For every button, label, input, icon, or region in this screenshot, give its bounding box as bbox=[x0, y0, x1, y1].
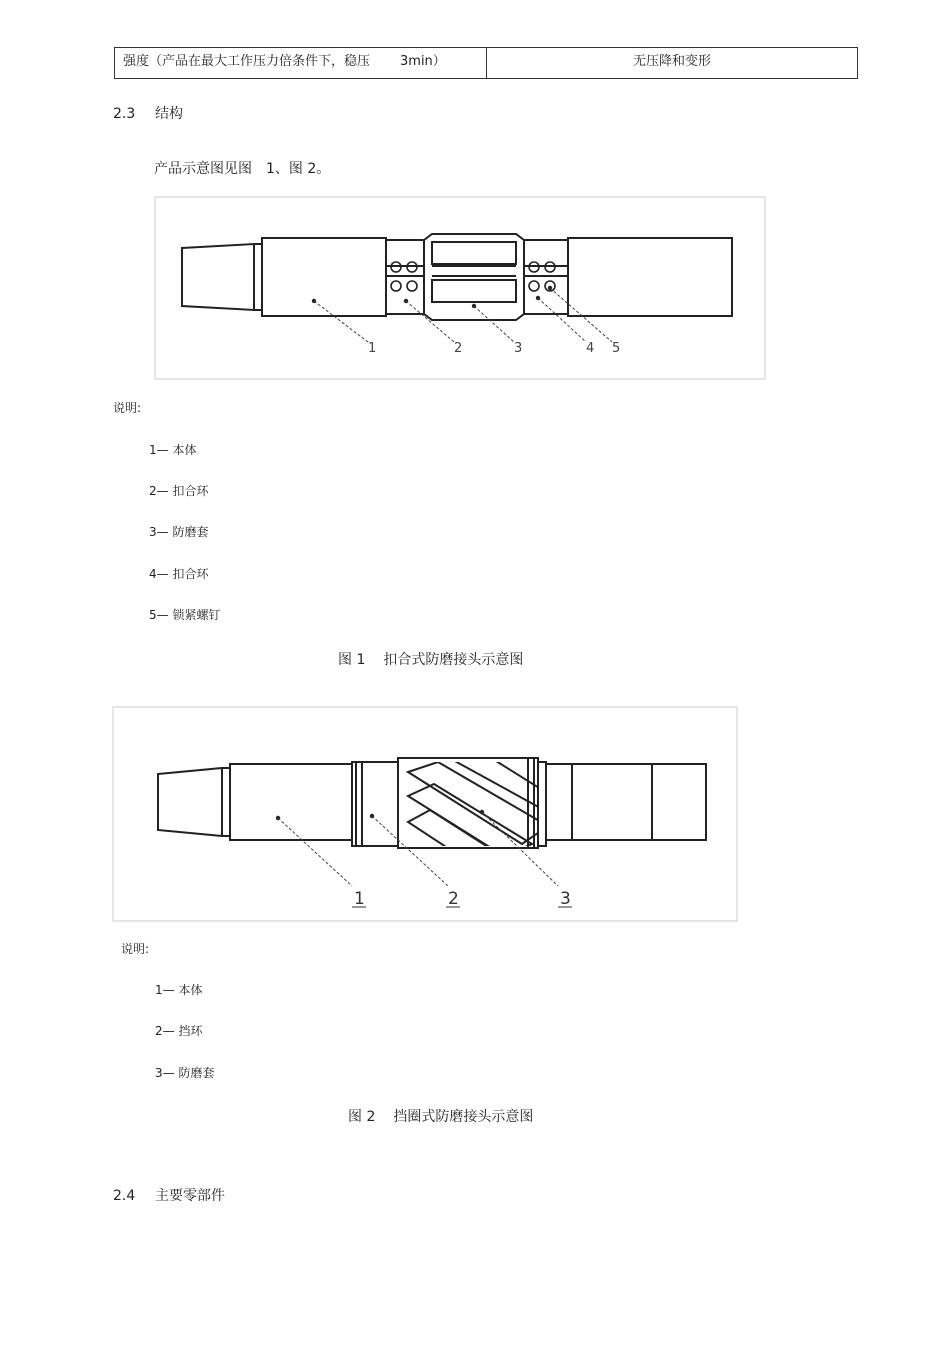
section-heading-2-3 bbox=[113, 103, 183, 123]
table-cell-condition bbox=[115, 48, 487, 78]
figure-2-legend-item: 2— 挡环 bbox=[155, 1024, 203, 1038]
table-cell-result: 无压降和变形 bbox=[632, 54, 711, 69]
figure-2-legend-item: 3— 防磨套 bbox=[155, 1066, 215, 1080]
figure-2-drawing bbox=[112, 706, 738, 922]
figure-1-caption-text: 扣合式防磨接头示意图 bbox=[383, 652, 524, 668]
figure-1-note-label: 说明: bbox=[113, 401, 142, 415]
figure-1-callout-2: 2 bbox=[454, 341, 463, 356]
figure-1-legend-item: 3— 防磨套 bbox=[149, 525, 209, 539]
figure-2-caption-number: 图 2 bbox=[348, 1109, 376, 1125]
section-title: 主要零部件 bbox=[155, 1188, 225, 1204]
figure-1-legend-item: 2— 扣合环 bbox=[149, 484, 209, 498]
figure-1-callout-5: 5 bbox=[612, 341, 621, 356]
figure-1-callout-3: 3 bbox=[514, 341, 523, 356]
figure-1-legend-item: 4— 扣合环 bbox=[149, 567, 209, 581]
figure-2-caption bbox=[348, 1106, 533, 1126]
intro-paragraph: 产品示意图见图 1、图 2。 bbox=[154, 161, 331, 177]
strength-table-row bbox=[114, 47, 858, 79]
figure-1-callout-1: 1 bbox=[368, 341, 377, 356]
figure-1-caption-number: 图 1 bbox=[338, 652, 366, 668]
figure-1-legend-item: 1— 本体 bbox=[149, 443, 197, 457]
figure-2-note-label: 说明: bbox=[121, 942, 150, 956]
figure-2-legend-item: 1— 本体 bbox=[155, 983, 203, 997]
section-number: 2.4 bbox=[113, 1188, 136, 1204]
condition-duration: 3min） bbox=[400, 54, 446, 69]
section-number: 2.3 bbox=[113, 106, 136, 122]
condition-text: 强度（产品在最大工作压力倍条件下，稳压 bbox=[123, 54, 371, 69]
figure-1-callout-4: 4 bbox=[586, 341, 595, 356]
figure-2-callout-1: 1 bbox=[354, 889, 365, 909]
section-heading-2-4 bbox=[113, 1185, 225, 1205]
section-title: 结构 bbox=[155, 106, 183, 122]
figure-1-drawing bbox=[154, 196, 766, 380]
figure-2-callout-2: 2 bbox=[448, 889, 459, 909]
figure-2-caption-text: 挡圈式防磨接头示意图 bbox=[393, 1109, 534, 1125]
figure-1-legend-item: 5— 锁紧螺钉 bbox=[149, 608, 221, 622]
figure-2-callout-3: 3 bbox=[560, 889, 571, 909]
figure-1-caption bbox=[338, 649, 523, 669]
